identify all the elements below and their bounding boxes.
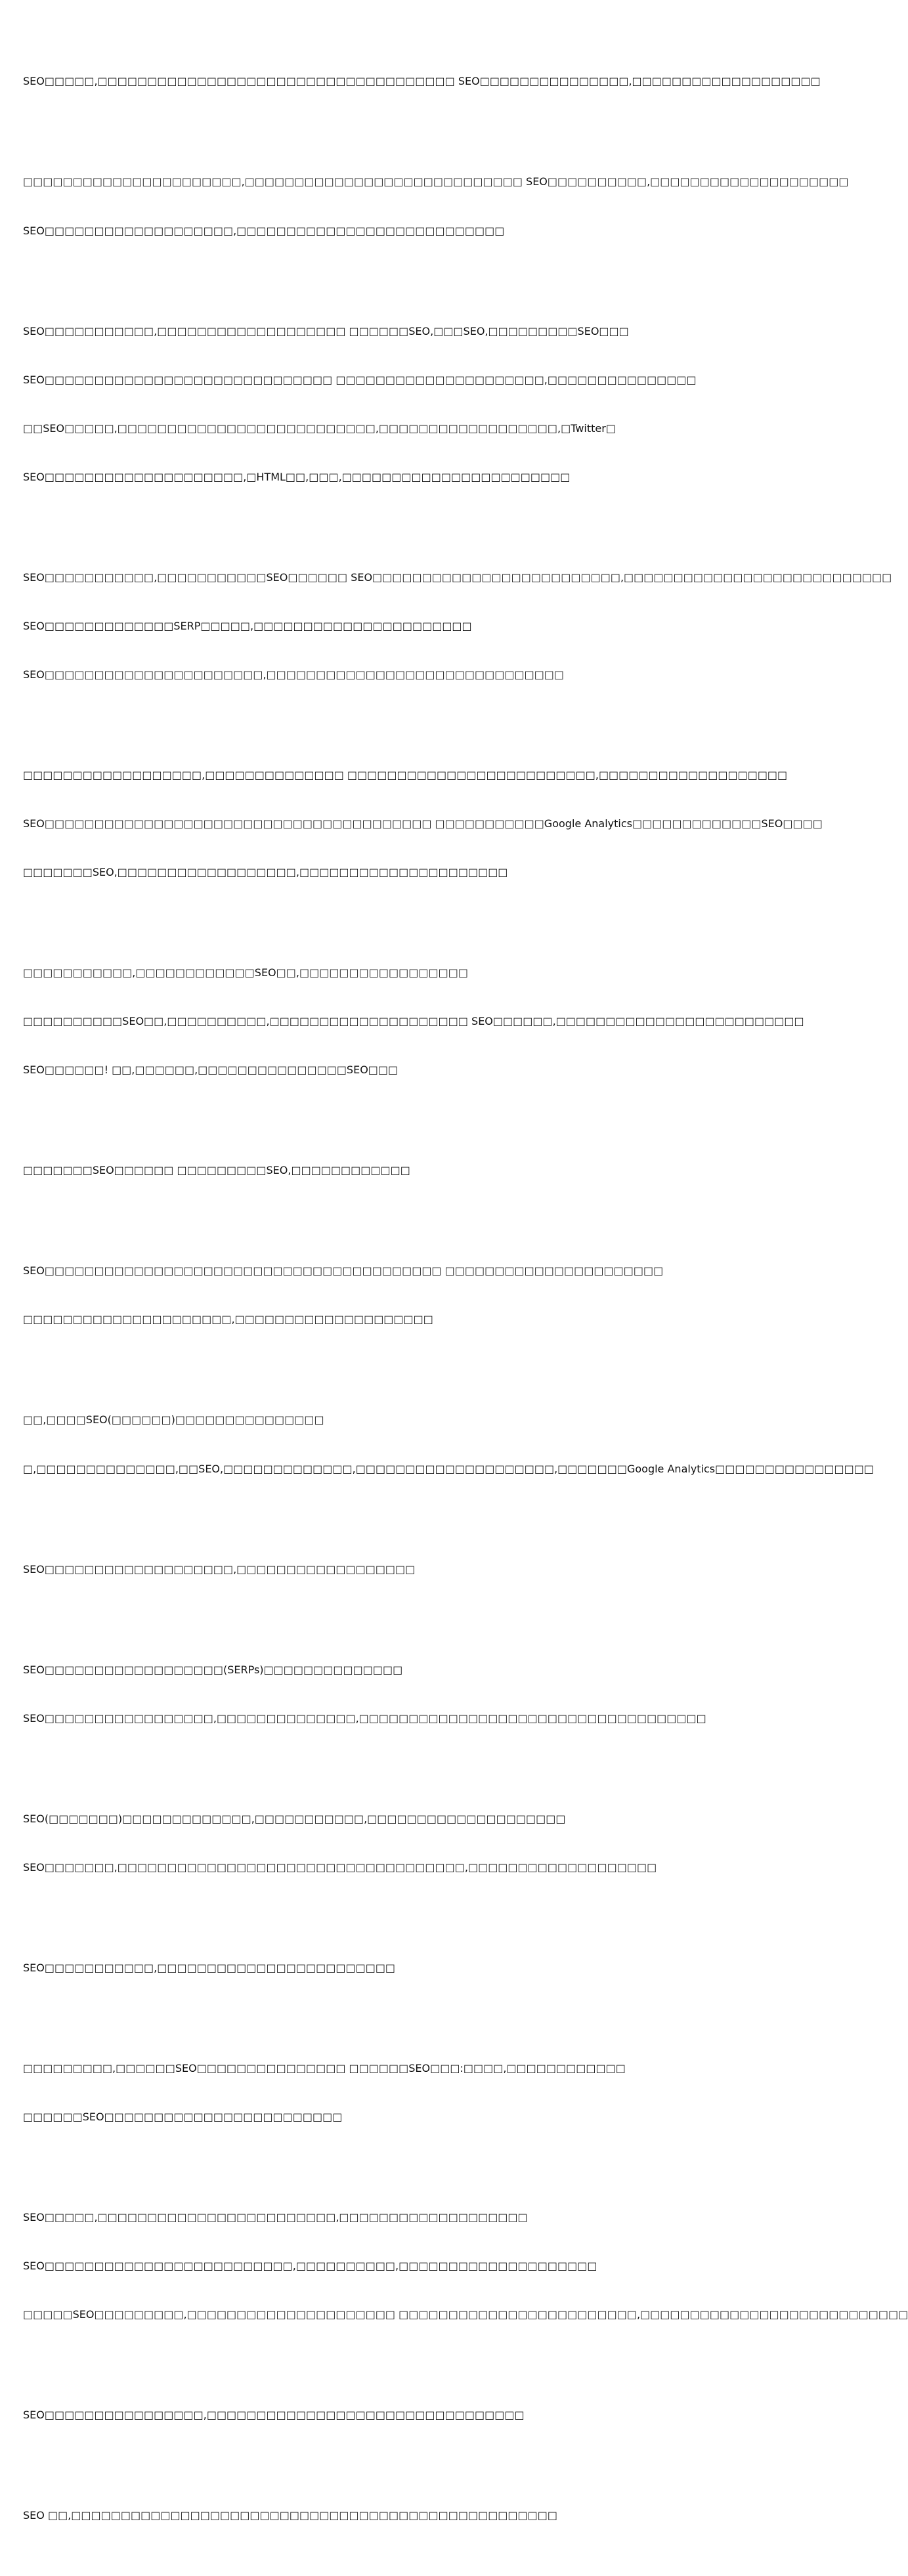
text-line: SEO□□□□□□□□□□□□□□□□□□□□□□,□□□□□□□□□□□□□□□□□□□□□□□□□□□□□□: [23, 668, 565, 681]
text-line: □□□□□□□□□□□□□□□□□□□□□,□□□□□□□□□□□□□□□□□□□□: [23, 1313, 433, 1326]
text-line: SEO□□□□□□□□□□□□□□□□□□□□□□□□□□□□□□□□□□□□□□□ □□□□□□□□□□□Google Analytics□□□□□□□□□□□□□SEO□□□□: [23, 817, 823, 830]
text-line: □□□□□□□□□□□,□□□□□□□□□□□□SEO□□,□□□□□□□□□□□□□□□□□: [23, 966, 468, 979]
text-line: □□SEO□□□□□,□□□□□□□□□□□□□□□□□□□□□□□□□□,□□□□□□□□□□□□□□□□□□,□Twitter□: [23, 421, 616, 435]
text-line: SEO□□□□□□□□□□□,□□□□□□□□□□□□□□□□□□□ □□□□□□SEO,□□□SEO,□□□□□□□□□SEO□□□: [23, 324, 629, 337]
text-line: □□□□□□□SEO,□□□□□□□□□□□□□□□□□□,□□□□□□□□□□□□□□□□□□□□□: [23, 866, 508, 879]
paragraph-9: [23, 1380, 875, 1510]
paragraph-2: [23, 142, 849, 272]
text-line: SEO□□□□□□□□□□□□□□□□□□(SERPs)□□□□□□□□□□□□□□: [23, 1663, 403, 1676]
text-line: SEO□□□□□□□,□□□□□□□□□□□□□□□□□□□□□□□□□□□□□□□□□□□,□□□□□□□□□□□□□□□□□□□: [23, 1860, 657, 1874]
text-line: SEO□□□□□□□□□□□□□□□□□□□□□□□□□,□□□□□□□□□□,□□□□□□□□□□□□□□□□□□□□: [23, 2259, 597, 2272]
text-line: SEO□□□□□□□□□□□,□□□□□□□□□□□SEO□□□□□□ SEO□□□□□□□□□□□□□□□□□□□□□□□□□,□□□□□□□□□□□□□□□□□□□□□□□□□□□: [23, 570, 892, 584]
paragraph-8: [23, 1231, 664, 1361]
text-line: SEO□□□□□□□□□□□□□□□□□□□□,□HTML□□,□□□,□□□□□□□□□□□□□□□□□□□□□□□: [23, 470, 571, 483]
text-line: SEO□□□□□□□□□□□□□□□□□□□□□□□□□□□□□ □□□□□□□□□□□□□□□□□□□□□,□□□□□□□□□□□□□□□: [23, 373, 697, 386]
text-line: □□□□□□□□□□□□□□□□□□,□□□□□□□□□□□□□□ □□□□□□□□□□□□□□□□□□□□□□□□□,□□□□□□□□□□□□□□□□□□□: [23, 768, 788, 781]
paragraph-12: [23, 1778, 657, 1908]
text-line: □□□□□□SEO□□□□□□□□□□□□□□□□□□□□□□□□: [23, 2110, 343, 2123]
text-line: □,□□□□□□□□□□□□□□,□□SEO,□□□□□□□□□□□□□,□□□□□□□□□□□□□□□□□□□□,□□□□□□□Google Analytics□□□□□□□□□□□□□□□□: [23, 1462, 875, 1475]
paragraph-16: [23, 2375, 653, 2457]
paragraph-10: [23, 1529, 653, 1610]
text-line: SEO□□□□□,□□□□□□□□□□□□□□□□□□□□□□□□,□□□□□□□□□□□□□□□□□□□: [23, 2210, 528, 2223]
text-line: SEO□□□□□□□□□□□□□□□□□,□□□□□□□□□□□□□□,□□□□□□□□□□□□□□□□□□□□□□□□□□□□□□□□□□□: [23, 1711, 706, 1725]
text-line: SEO□□□□□□□□□□□□□□□□□□□,□□□□□□□□□□□□□□□□□□□□□□□□□□□: [23, 224, 505, 237]
text-line: SEO□□□□□□□□□□□□□SERP□□□□□,□□□□□□□□□□□□□□□□□□□□□□: [23, 619, 472, 632]
text-line: SEO□□□□□□□□□□□,□□□□□□□□□□□□□□□□□□□□□□□□: [23, 1961, 396, 1974]
text-line: SEO □□,□□□□□□□□□□□□□□□□□□□□□□□□□□□□□□□□□□□□□□□□□□□□□□□□□: [23, 2509, 558, 2522]
paragraph-6: [23, 933, 804, 1111]
text-line: SEO□□□□□□□□□□□□□□□□□□□□□□□□□□□□□□□□□□□□□□□□ □□□□□□□□□□□□□□□□□□□□□□: [23, 1264, 664, 1277]
paragraph-7: [23, 1130, 653, 1212]
text-line: SEO□□□□□□□□□□□□□□□□□□□,□□□□□□□□□□□□□□□□□□: [23, 1562, 416, 1576]
paragraph-11: [23, 1629, 706, 1759]
text-line: □□□□□□□□□,□□□□□□SEO□□□□□□□□□□□□□□□ □□□□□□SEO□□□:□□□□,□□□□□□□□□□□□: [23, 2061, 626, 2074]
text-line: □□□□□SEO□□□□□□□□□,□□□□□□□□□□□□□□□□□□□□□ □□□□□□□□□□□□□□□□□□□□□□□□,□□□□□□□□□□□□□□□□□□□□□□□□□□□: [23, 2308, 908, 2321]
paragraph-17: [23, 2476, 653, 2557]
paragraph-1: [23, 41, 821, 123]
paragraph-4: [23, 537, 892, 716]
document-body: [23, 41, 908, 2576]
text-line: □□,□□□□SEO(□□□□□□)□□□□□□□□□□□□□□□: [23, 1413, 324, 1427]
paragraph-15: [23, 2177, 908, 2355]
text-line: SEO□□□□□□! □□,□□□□□□,□□□□□□□□□□□□□□□SEO□□□: [23, 1063, 399, 1077]
text-line: □□□□□□□SEO□□□□□□ □□□□□□□□□SEO,□□□□□□□□□□□□: [23, 1164, 410, 1177]
text-line: □□□□□□□□□□SEO□□,□□□□□□□□□□,□□□□□□□□□□□□□□□□□□□□ SEO□□□□□□,□□□□□□□□□□□□□□□□□□□□□□□□□: [23, 1015, 804, 1028]
paragraph-13: [23, 1927, 653, 2009]
text-line: □□□□□□□□□□□□□□□□□□□□□□,□□□□□□□□□□□□□□□□□□□□□□□□□□□□ SEO□□□□□□□□□□,□□□□□□□□□□□□□□□□□□□□: [23, 175, 849, 188]
text-line: SEO□□□□□,□□□□□□□□□□□□□□□□□□□□□□□□□□□□□□□□□□□□ SEO□□□□□□□□□□□□□□□,□□□□□□□□□□□□□□□□□□□: [23, 75, 821, 88]
paragraph-14: [23, 2028, 653, 2158]
text-line: SEO(□□□□□□□)□□□□□□□□□□□□□,□□□□□□□□□□□,□□□□□□□□□□□□□□□□□□□□: [23, 1812, 566, 1825]
paragraph-5: [23, 735, 823, 914]
paragraph-3: [23, 291, 697, 518]
text-line: SEO□□□□□□□□□□□□□□□□,□□□□□□□□□□□□□□□□□□□□□□□□□□□□□□□□: [23, 2409, 525, 2421]
